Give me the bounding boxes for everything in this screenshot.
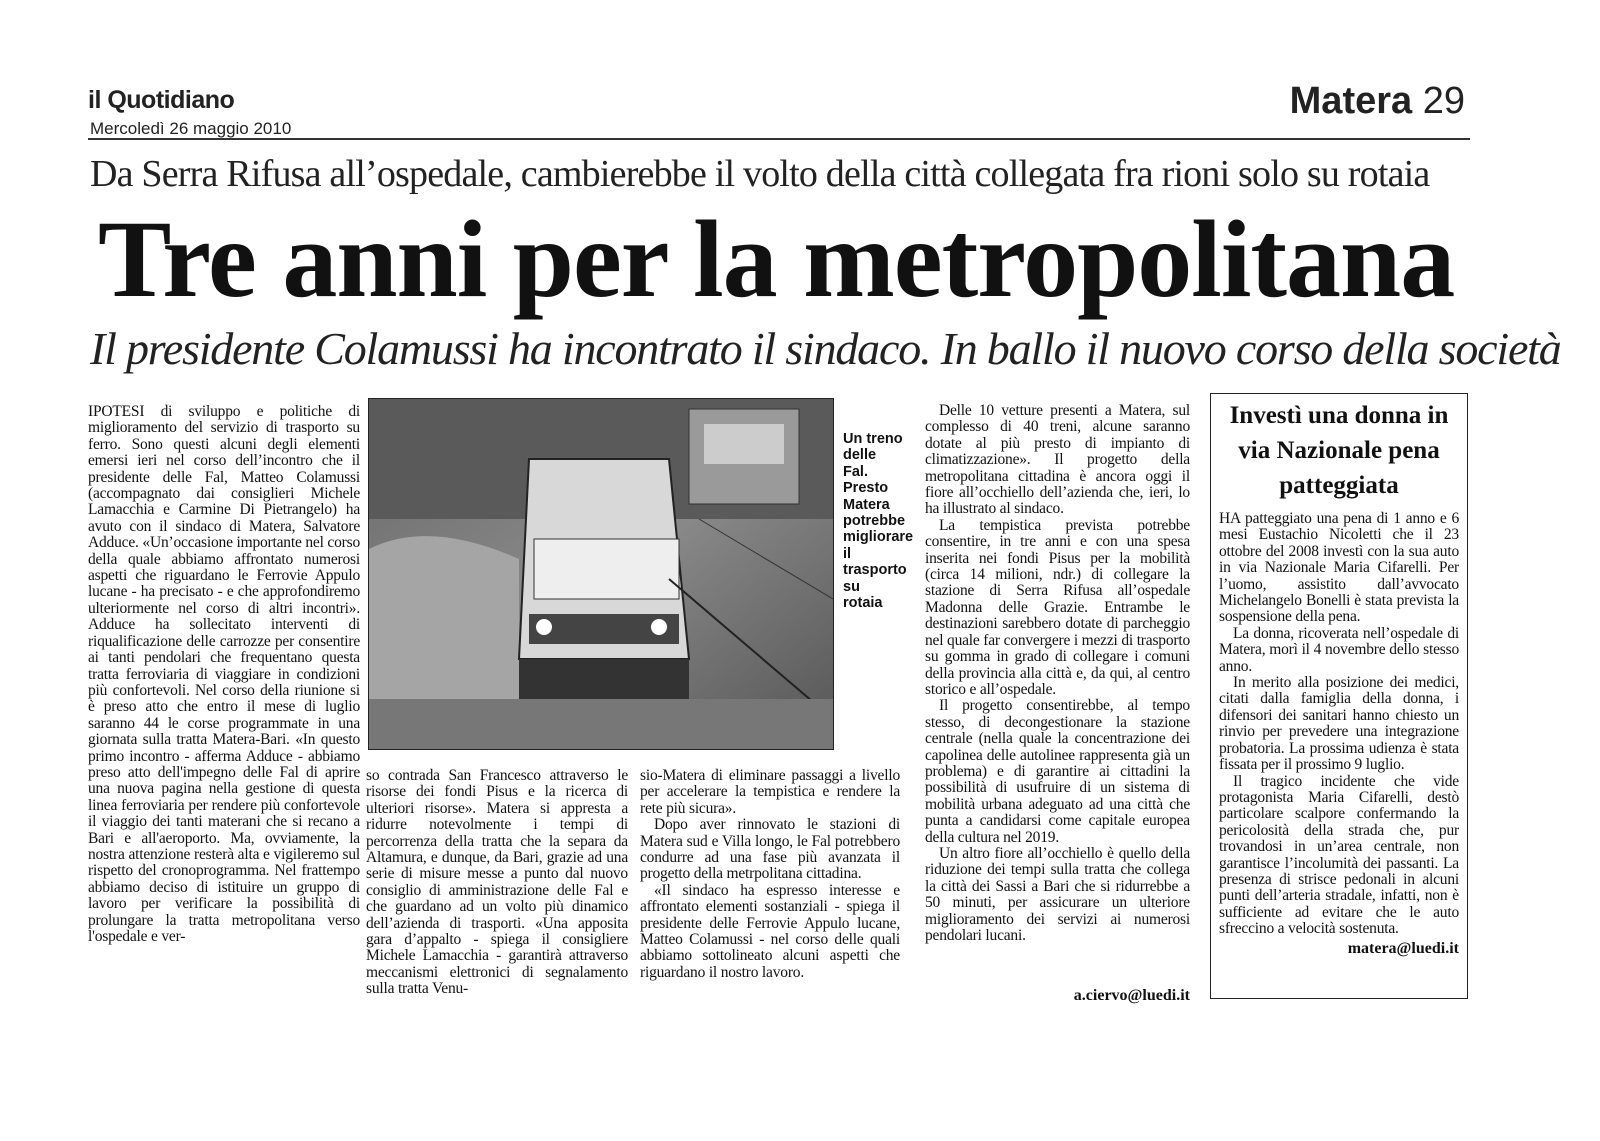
paragraph: sio-Matera di eliminare passaggi a livello per accelerare la tempistica e rendere la rete più sicura».	[640, 767, 900, 817]
paragraph: «Il sindaco ha espresso interesse e affrontato elementi sostanziali - spiega il presidente delle Ferrovie Appulo lucane, Matteo Colamussi - nel corso delle quali abbiamo sottolineato alcuni aspetti che riguardano il nostro lavoro.	[640, 881, 900, 981]
article-column-1	[88, 404, 360, 945]
paragraph: La tempistica prevista potrebbe consentire, in tre anni e con una spesa inserita nei fondi Pisus per la mobilità (circa 14 milioni, ndr.) di collegare la stazione di Serra Rifusa all’ospedale Madonna delle Grazie. Entrambe le destinazioni sarebbero dotate di parcheggio nel quale far convergere i mezzi di trasporto su gomma in grado di collegare i comuni della provincia alla città e, da qui, al centro storico e all’ospedale.	[925, 516, 1190, 698]
paragraph: La donna, ricoverata nell’ospedale di Matera, morì il 4 novembre dello stesso anno.	[1219, 624, 1459, 675]
sidebar-headline: Investì una donna in via Nazionale pena patteggiata	[1229, 402, 1449, 499]
paragraph: HA patteggiato una pena di 1 anno e 6 mesi Eustachio Nicoletti che il 23 ottobre del 2008 investì con la sua auto in via Nazionale Maria Cifarelli. Per l’uomo, assistito dall’avvocato Michelangelo Bonelli è stata prevista la sospensione della pena.	[1219, 510, 1459, 626]
article-deck: Il presidente Colamussi ha incontrato il sindaco. In ballo il nuovo corso della società	[90, 323, 1561, 374]
author-email: a.ciervo@luedi.it	[1073, 987, 1190, 1004]
article-kicker: Da Serra Rifusa all’ospedale, cambierebbe il volto della città collegata fra rioni solo su rotaia	[90, 153, 1430, 195]
paragraph: Il progetto consentirebbe, al tempo stesso, di decongestionare la stazione centrale (nella quale la concentrazione dei capolinea delle autolinee rappresenta già un problema) e di garantire ai cittadini la possibilità di usufruire di un sistema di mobilità urbana adeguato ad una città che punta a candidarsi come capitale europea della cultura nel 2019.	[925, 697, 1190, 846]
sidebar-body	[1211, 511, 1467, 938]
train-photo	[368, 398, 834, 750]
paragraph: In merito alla posizione dei medici, citati dalla famiglia della donna, i difensori dei sanitari hanno chiesto un rinvio per prevedere una integrazione probatoria. La prossima udienza è stata fissata per il prossimo 9 luglio.	[1219, 674, 1459, 774]
article-column-4	[925, 403, 1190, 944]
paragraph: Delle 10 vetture presenti a Matera, sul complesso di 40 treni, alcune saranno dotate al più presto di impianto di climatizzazione». Il progetto della metropolitana cittadina è ancora oggi il fiore all’occhiello dell’azienda che, ieri, lo ha illustrato al sindaco.	[925, 402, 1190, 518]
section-page	[1290, 80, 1465, 123]
sidebar-email: matera@luedi.it	[1347, 939, 1459, 957]
paragraph: Il tragico incidente che vide protagonista Maria Cifarelli, destò particolare scalpore confermando la pericolosità della strada che, pur trovandosi in un’area centrale, non garantisce l’incolumità dei passanti. La presenza di strisce pedonali in alcuni punti dell’arteria stradale, infatti, non è sufficiente ad evitare che le auto sfreccino a velocità sostenuta.	[1219, 772, 1459, 938]
sidebar-article	[1210, 393, 1468, 999]
newspaper-logo: il Quotidiano	[88, 86, 235, 114]
article-headline: Tre anni per la metropolitana	[98, 198, 1455, 320]
section-name: Matera	[1289, 80, 1413, 122]
article-column-3	[640, 768, 900, 981]
article-column-2	[366, 768, 628, 998]
paragraph: so contrada San Francesco attraverso le risorse dei fondi Pisus e la ricerca di ulteriori risorse». Matera si appresta a ridurre notevolmente i tempi di percorrenza della tratta che la separa da Altamura, e dunque, da Bari, grazie ad una serie di misure messe a punto dal nuovo consiglio di amministrazione delle Fal e che guardano ad un volto più dinamico dell’azienda di trasporti. «Una apposita gara d’appalto - spiega il consigliere Michele Lamacchia - garantirà attraverso meccanismi elettronici di segnalamento sulla tratta Venu-	[366, 767, 628, 998]
photo-caption: Un treno delle Fal. Presto Matera potrebbe migliorare il trasporto su rotaia	[843, 431, 914, 612]
page-number: 29	[1422, 80, 1465, 122]
masthead-rule	[88, 138, 1470, 140]
paragraph: IPOTESI di sviluppo e politiche di miglioramento del servizio di trasporto su ferro. Sono questi alcuni degli elementi emersi ieri nel corso dell’incontro che il presidente delle Fal, Matteo Colamussi (accompagnato dai consiglieri Michele Lamacchia e Carmine Di Pietrangelo) ha avuto con il sindaco di Matera, Salvatore Adduce. «Un’occasione importante nel corso della quale abbiamo affrontato numerosi aspetti che riguardano le Ferrovie Appulo lucane - ha precisato - e che approfondiremo ulteriormente nel corso di altri incontri». Adduce ha sollecitato interventi di riqualificazione delle carrozze per consentire ai tanti pendolari che frequentano questa tratta ferroviaria di viaggiare in condizioni più confortevoli. Nel corso della riunione si è preso atto che entro il mese di luglio saranno 44 le corse programmate in una giornata sulla tratta Matera-Bari. «In questo primo incontro - afferma Adduce - abbiamo preso atto dell'impegno delle Fal di aprire una nuova pagina nella gestione di questa linea ferroviaria per rendere più confortevole il viaggio dei tanti materani che si recano a Bari e all'aeroporto. Ma, ovviamente, la nostra attenzione resterà alta e vigileremo sul rispetto del cronoprogramma. Nel frattempo abbiamo deciso di istituire un gruppo di lavoro per verificare la possibilità di prolungare la tratta metropolitana verso l'ospedale e ver-	[88, 403, 360, 945]
issue-date: Mercoledì 26 maggio 2010	[90, 119, 292, 138]
paragraph: Un altro fiore all’occhiello è quello della riduzione dei tempi sulla tratta che collega la città dei Sassi a Bari che si ridurrebbe a 50 minuti, per assicurare un ulteriore miglioramento dei servizi ai numerosi pendolari lucani.	[925, 844, 1190, 944]
paragraph: Dopo aver rinnovato le stazioni di Matera sud e Villa longo, le Fal potrebbero condurre ad una fase più avanzata il progetto della metrpolitana cittadina.	[640, 816, 900, 883]
